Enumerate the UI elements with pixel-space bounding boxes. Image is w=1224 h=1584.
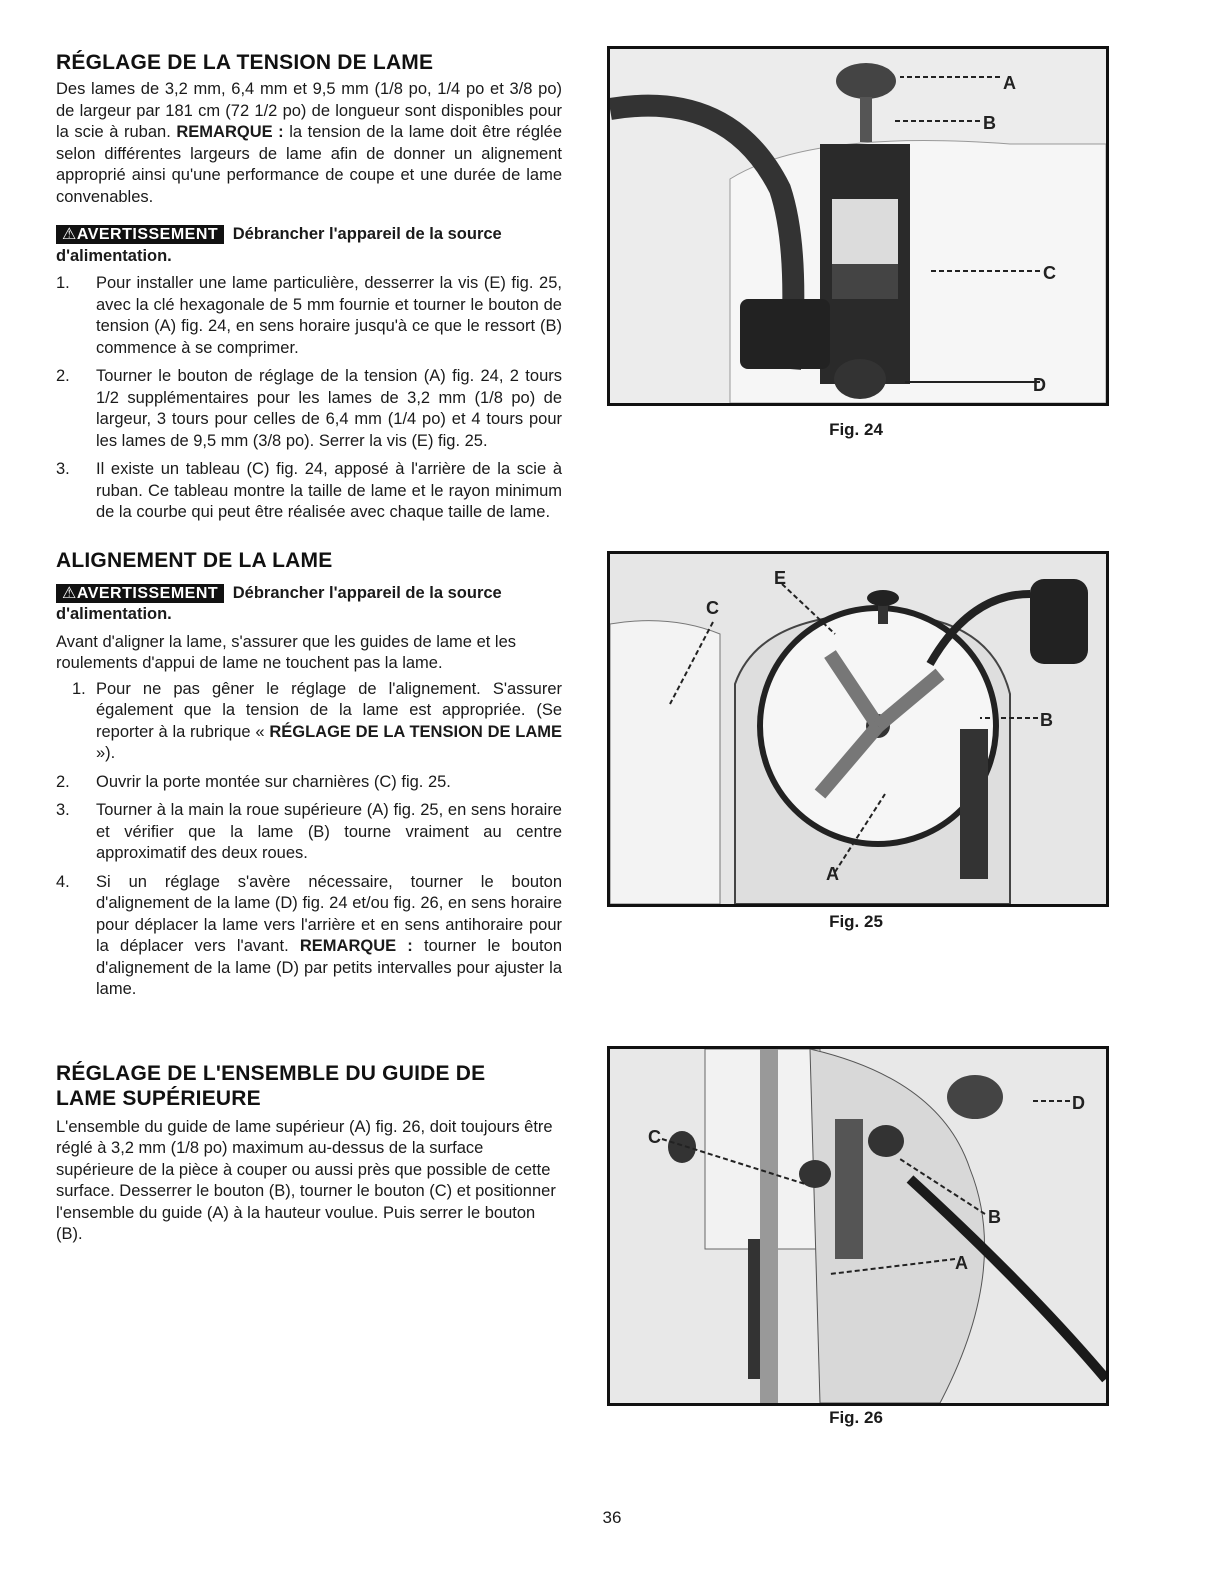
- list-item: 3. Tourner à la main la roue supérieure (A) fig. 25, en sens horaire et vérifier que la lame (B) tourne vraiment au centre approximatif des deux roues.: [56, 801, 562, 862]
- list-item: 4. Si un réglage s'avère nécessaire, tourner le bouton d'alignement de la lame (D) fig. 24 et/ou fig. 26, en sens horaire pour déplacer la lame vers l'arrière et en sens antihoraire pour la déplacer vers l'avant. REMARQUE : tourner le bouton d'alignement de la lame (D) par petits intervalles pour ajuster la lame.: [56, 872, 562, 998]
- fig25-label-b: B: [1040, 710, 1053, 730]
- fig26-label-c: C: [648, 1127, 661, 1147]
- list-item: 2. Tourner le bouton de réglage de la tension (A) fig. 24, 2 tours 1/2 supplémentaires pour les lames de 3,2 mm (1/8 po) de largeur, 3 tours pour celles de 6,4 mm (1/4 po) et 4 tours pour les lames de 9,5 mm (3/8 po). Serrer la vis (E) fig. 25.: [56, 367, 562, 450]
- fig25-label-c: C: [706, 598, 719, 618]
- fig24-caption: Fig. 24: [829, 420, 883, 439]
- list-item: 3. Il existe un tableau (C) fig. 24, apposé à l'arrière de la scie à ruban. Ce tableau montre la taille de lame et le rayon minimum de la courbe qui peut être réalisée avec chaque taille de lame.: [56, 460, 562, 521]
- warning-badge: ⚠AVERTISSEMENT: [56, 225, 224, 244]
- alignment-intro: Avant d'aligner la lame, s'assurer que les guides de lame et les roulements d'appui de lame ne touchent pas la lame.: [56, 632, 517, 672]
- fig25-illustration: [610, 554, 1106, 904]
- fig24-illustration: [610, 49, 1106, 403]
- figure-24: [607, 46, 1109, 406]
- fig24-label-c: C: [1043, 263, 1056, 283]
- fig24-label-d: D: [1033, 375, 1046, 395]
- fig26-label-b: B: [988, 1207, 1001, 1227]
- fig26-illustration: [610, 1049, 1106, 1403]
- fig25-label-a: A: [826, 864, 839, 884]
- list-item: 1. Pour installer une lame particulière, desserrer la vis (E) fig. 25, avec la clé hexagonale de 5 mm fournie et tourner le bouton de tension (A) fig. 24, en sens horaire jusqu'à ce que le ressort (B) commence à se comprimer.: [56, 274, 562, 357]
- warning-text: Débrancher l'appareil de la source d'alimentation.: [56, 225, 502, 265]
- warning-block: [56, 224, 562, 267]
- section-title-alignment: ALIGNEMENT DE LA LAME: [56, 548, 333, 572]
- warning-block: [56, 583, 562, 626]
- warning-badge: ⚠AVERTISSEMENT: [56, 584, 224, 603]
- section-alignment: [56, 548, 562, 1001]
- list-item: 2. Ouvrir la porte montée sur charnières (C) fig. 25.: [56, 772, 451, 791]
- section-title-tension: RÉGLAGE DE LA TENSION DE LAME: [56, 51, 434, 74]
- fig26-label-a: A: [955, 1253, 968, 1273]
- tension-intro: Des lames de 3,2 mm, 6,4 mm et 9,5 mm (1/8 po, 1/4 po et 3/8 po) de largeur par 181 cm (72 1/2 po) de longueur sont disponibles pour la scie à ruban. REMARQUE : la tension de la lame doit être réglée selon différentes largeurs de lame afin de donner un alignement approprié ainsi qu'une performance de coupe et une durée de lame convenables.: [56, 80, 563, 206]
- warning-text: Débrancher l'appareil de la source d'alimentation.: [56, 583, 502, 623]
- alignment-steps: [56, 679, 562, 1001]
- section-title-upper-guide: RÉGLAGE DE L'ENSEMBLE DU GUIDE DE LAME SUPÉRIEURE: [56, 1061, 486, 1110]
- figure-26: [607, 1046, 1109, 1406]
- figure-25: [607, 551, 1109, 907]
- upper-guide-body: L'ensemble du guide de lame supérieur (A) fig. 26, doit toujours être réglé à 3,2 mm (1/8 po) maximum au-dessus de la surface supérieure de la pièce à couper ou aussi près que possible de cette surface. Desserrer le bouton (B), tourner le bouton (C) et positionner l'ensemble du guide (A) à la hauteur voulue. Puis serrer le bouton (B).: [56, 1117, 556, 1243]
- fig25-caption: Fig. 25: [829, 912, 883, 931]
- fig24-label-a: A: [1003, 73, 1016, 93]
- section-upper-guide: [56, 1061, 562, 1246]
- tension-steps: [56, 273, 562, 524]
- remarque-label: REMARQUE :: [176, 123, 284, 141]
- left-column: [56, 50, 562, 1246]
- fig25-label-e: E: [774, 568, 787, 588]
- page-number: 36: [602, 1508, 622, 1527]
- fig26-caption: Fig. 26: [829, 1408, 883, 1427]
- list-item: 1. Pour ne pas gêner le réglage de l'alignement. S'assurer également que la tension de la lame est appropriée. (Se reporter à la rubrique « RÉGLAGE DE LA TENSION DE LAME »).: [72, 679, 562, 762]
- fig24-label-b: B: [983, 113, 996, 133]
- fig26-label-d: D: [1072, 1093, 1085, 1113]
